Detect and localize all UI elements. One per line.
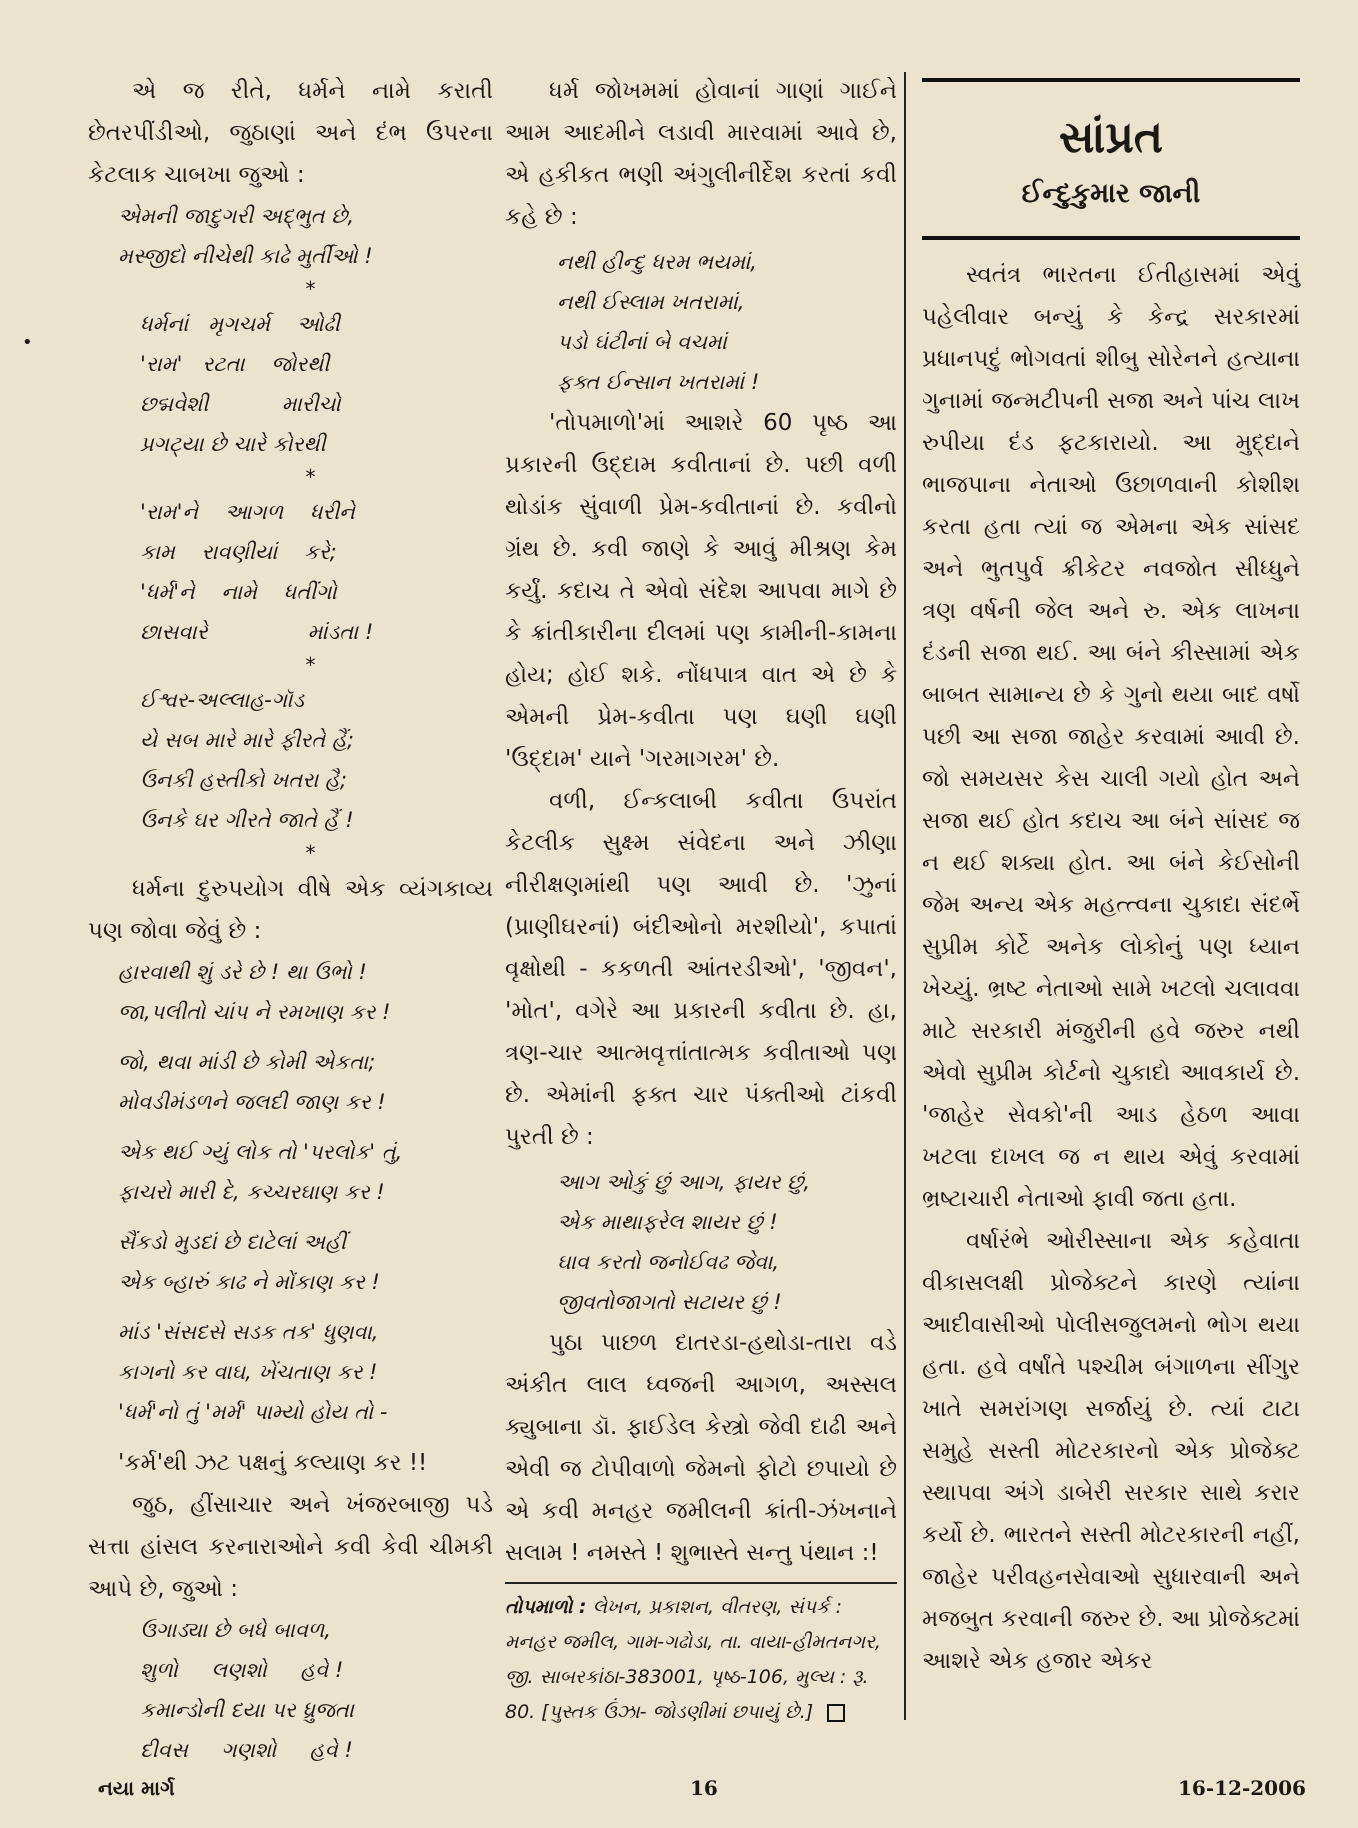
end-square-icon <box>827 1704 845 1722</box>
verse-line: ઉગાડ્યા છે બધે બાવળ, <box>140 1618 331 1642</box>
verse-line: ઉનકી હસ્તીકો ખતરા હૈ; <box>140 768 347 792</box>
book-details: લેખન, પ્રકાશન, વીતરણ, સંપર્ક : મનહર જમીલ, ગામ-ગઢોડા, તા. વાયા-હીમતનગર, જી. સાબરકાંઠા-383001, પૃષ્ઠ-106, મુલ્ય : રૂ. 80. [પુસ્તક ઉંઝા- જોડણીમાં છપાયું છે.] <box>505 1596 881 1723</box>
verse-5 <box>88 952 493 1484</box>
verse-6 <box>88 1610 493 1770</box>
verse-line: પડો ઘંટીનાં બે વચમાં <box>557 330 727 354</box>
verse-line: મોવડીમંડળને જલદી જાણ કર ! <box>118 1090 386 1114</box>
verse-line: ફક્ત ઈન્સાન ખતરામાં ! <box>557 370 760 394</box>
paragraph: જુઠ, હીંસાચાર અને ખંજરબાજી પડે સત્તા હાંસલ કરનારાઓને કવી કેવી ચીમકી આપે છે, જુઓ : <box>88 1492 493 1602</box>
verse-line: ફાચરો મારી દે, કચ્ચરઘાણ કર ! <box>118 1180 385 1204</box>
paragraph: વર્ષારંભે ઓરીસ્સાના એક કહેવાતા વીકાસલક્ષી પ્રોજેક્ટને કારણે ત્યાંના આદીવાસીઓ પોલીસજુલમનો ભોગ થયા હતા. હવે વર્ષાંતે પશ્ચીમ બંગાળના સીંગુર ખાતે સમરાંગણ સર્જાયું છે. ત્યાં ટાટા સમુહે સસ્તી મોટરકારનો એક પ્રોજેક્ટ સ્થાપવા અંગે ડાબેરી સરકાર સાથે કરાર કર્યો છે. ભારતને સસ્તી મોટરકારની નહીં, જાહેર પરીવહનસેવાઓ સુધારવાની અને મજબુત કરવાની જરુર છે. આ પ્રોજેક્ટમાં આશરે એક હજાર એકર <box>922 1228 1300 1674</box>
verse-line: ઉનકે ઘર ગીરતે જાતે હૈં ! <box>140 808 354 832</box>
column-2 <box>505 70 897 1730</box>
verse-line: જીવતોજાગતો સટાયર છું ! <box>557 1290 782 1314</box>
issue-date: 16-12-2006 <box>1178 1776 1306 1800</box>
paragraph: ધર્મના દુરુપયોગ વીષે એક વ્યંગકાવ્ય પણ જોવા જેવું છે : <box>88 876 493 944</box>
verse-line: 'ધર્મ'ને નામે ધતીંગો <box>140 580 337 604</box>
paragraph: 'તોપમાળો'માં આશરે 60 પૃષ્ઠ આ પ્રકારની ઉદ્દામ કવીતાનાં છે. પછી વળી થોડાંક સુંવાળી પ્રેમ-કવીતાનાં છે. કવીનો ગ્રંથ છે. કવી જાણે કે આવું મીશ્રણ કેમ કર્યું. કદાચ તે એવો સંદેશ આપવા માગે છે કે ક્રાંતીકારીના દીલમાં પણ કામીની-કામના હોય; હોઈ શકે. નોંધપાત્ર વાત એ છે કે એમની પ્રેમ-કવીતા પણ ઘણી ઘણી 'ઉદ્દામ' યાને 'ગરમાગરમ' છે. <box>505 410 897 772</box>
verse-line: છાસવારે માંડતા ! <box>140 620 374 644</box>
verse-line: 'રામ'ને આગળ ધરીને <box>140 500 355 524</box>
verse-line: 'ધર્મ'નો તું 'મર્મ' પામ્યો હોય તો - <box>118 1400 388 1424</box>
verse-line: નથી હીન્દુ ધરમ ભયમાં, <box>557 250 757 274</box>
verse-line: ઈશ્વર-અલ્લાહ-ગૉડ <box>140 688 305 712</box>
verse-line: શુળો લણશો હવે ! <box>140 1658 344 1682</box>
author-name: ઈન્દુકુમાર જાની <box>1021 178 1201 209</box>
star-separator: * <box>305 277 316 301</box>
verse-line: નથી ઈસ્લામ ખતરામાં, <box>557 290 745 314</box>
verse-2 <box>505 1162 897 1322</box>
section-title: સાંપ્રત <box>1058 112 1164 163</box>
verse-line: આગ ઓકું છું આગ, ફાયર છું, <box>557 1170 811 1194</box>
verse-line: કમાન્ડોની દયા પર ધ્રુજતા <box>140 1698 354 1722</box>
paragraph: ધર્મ જોખમમાં હોવાનાં ગાણાં ગાઈને આમ આદમીને લડાવી મારવામાં આવે છે, એ હકીકત ભણી અંગુલીનીર્દેશ કરતાં કવી કહે છે : <box>505 78 897 230</box>
top-rule <box>922 78 1300 82</box>
verse-line: માંડ 'સંસદસે સડક તક' ધુણવા, <box>118 1320 379 1344</box>
star-separator: * <box>305 465 316 489</box>
paragraph: સ્વતંત્ર ભારતના ઈતીહાસમાં એવું પહેલીવાર બન્યું કે કેન્દ્ર સરકારમાં પ્રધાનપદું ભોગવતાં શીબુ સોરેનને હત્યાના ગુનામાં જન્મટીપની સજા અને પાંચ લાખ રુપીયા દંડ ફટકારાયો. આ મુદ્દાને ભાજપાના નેતાઓ ઉછાળવાની કોશીશ કરતા હતા ત્યાં જ એમના એક સાંસદ અને ભુતપુર્વ ક્રીકેટર નવજોત સીધ્ધુને ત્રણ વર્ષની જેલ અને રુ. એક લાખના દંડની સજા થઈ. આ બંને કીસ્સામાં એક બાબત સામાન્ય છે કે ગુનો થયા બાદ વર્ષો પછી આ સજા જાહેર કરવામાં આવી છે. જો સમયસર કેસ ચાલી ગયો હોત અને સજા થઈ હોત કદાચ આ બંને સાંસદ જ ન થઈ શક્યા હોત. આ બંને કેઈસોની જેમ અન્ય એક મહત્ત્વના ચુકાદા સંદર્ભે સુપ્રીમ કોર્ટે અનેક લોકોનું પણ ધ્યાન ખેચ્યું. ભ્રષ્ટ નેતાઓ સામે ખટલો ચલાવવા માટે સરકારી મંજુરીની હવે જરુર નથી એવો સુપ્રીમ કોર્ટનો ચુકાદો આવકાર્ય છે. 'જાહેર સેવકો'ની આડ હેઠળ આવા ખટલા દાખલ જ ન થાય એવું કરવામાં ભ્રષ્ટાચારી નેતાઓ ફાવી જતા હતા. <box>922 262 1300 1212</box>
verse-line: એક માથાફરેલ શાયર છું ! <box>557 1210 778 1234</box>
verse-line: હારવાથી શું ડરે છે ! થા ઉભો ! <box>118 960 367 984</box>
verse-4 <box>88 680 493 840</box>
column-1 <box>88 70 493 1770</box>
verse-line: દીવસ ગણશો હવે ! <box>140 1738 353 1762</box>
page-number: 16 <box>690 1776 718 1800</box>
verse-line: જા,પલીતો ચાંપ ને રમખાણ કર ! <box>118 1000 391 1024</box>
verse-line: કાગનો કર વાઘ, ખેંચતાણ કર ! <box>118 1360 378 1384</box>
verse-line: કામ રાવણીયાં કરે; <box>140 540 337 564</box>
book-info-note <box>505 1582 897 1730</box>
verse-2 <box>88 304 493 464</box>
verse-3 <box>88 492 493 652</box>
star-separator: * <box>305 653 316 677</box>
verse-1 <box>88 196 493 276</box>
verse-line: એમની જાદુગરી અદ્ભુત છે, <box>118 204 355 228</box>
verse-line: સૈંકડો મુડદાં છે દાટેલાં અહીં <box>118 1230 347 1254</box>
verse-line: મસ્જીદો નીચેથી કાઢે મુર્તીઓ ! <box>118 244 373 268</box>
paragraph: પુઠા પાછળ દાતરડા-હથોડા-તારા વડે અંકીત લાલ ધ્વજની આગળ, અસ્સલ ક્યુબાના ડૉ. ફાઈડેલ કેસ્ત્રો જેવી દાઢી અને એવી જ ટોપીવાળો જેમનો ફોટો છપાયો છે એ કવી મનહર જમીલની ક્રાંતી-ઝંખનાને સલામ ! નમસ્તે ! શુભાસ્તે સન્તુ પંથાન :! <box>505 1330 897 1566</box>
magazine-name: નયા માર્ગ <box>98 1776 175 1800</box>
verse-line: 'કર્મ'થી ઝટ પક્ષનું કલ્યાણ કર !! <box>118 1450 428 1476</box>
intro-paragraph: એ જ રીતે, ધર્મને નામે કરાતી છેતરપીંડીઓ, જુઠાણાં અને દંભ ઉપરના કેટલાક ચાબખા જુઓ : <box>88 78 493 188</box>
header-rule <box>922 236 1300 240</box>
verse-line: છદ્મવેશી મારીચો <box>140 392 341 416</box>
star-separator: * <box>305 841 316 865</box>
column-divider <box>904 72 906 1720</box>
verse-line: ઘાવ કરતો જનોઈવઢ જેવા, <box>557 1250 780 1274</box>
margin-dot: • <box>22 332 33 353</box>
verse-line: યે સબ મારે મારે ફીરતે હૈં; <box>140 728 354 752</box>
book-title: તોપમાળો : <box>505 1596 587 1618</box>
verse-1 <box>505 242 897 402</box>
verse-line: પ્રગટ્યા છે ચારે કોરથી <box>140 432 326 456</box>
paragraph: વળી, ઈન્કલાબી કવીતા ઉપરાંત કેટલીક સુક્ષ્મ સંવેદના અને ઝીણા નીરીક્ષણમાંથી પણ આવી છે. 'ઝુનાં (પ્રાણીઘરનાં) બંદીઓનો મરશીયો', કપાતાં વૃક્ષોથી - કકળતી આંતરડીઓ', 'જીવન', 'મોત', વગેરે આ પ્રકારની કવીતા છે. હા, ત્રણ-ચાર આત્મવૃત્તાંતાત્મક કવીતાઓ પણ છે. એમાંની ફક્ત ચાર પંક્તીઓ ટાંકવી પુરતી છે : <box>505 788 897 1150</box>
column-3 <box>922 70 1300 1682</box>
verse-line: જો, થવા માંડી છે કોમી એકતા; <box>118 1050 376 1074</box>
verse-line: 'રામ' રટતા જોરથી <box>140 352 330 376</box>
verse-line: ધર્મનાં મૃગચર્મ ઓઢી <box>140 312 340 336</box>
verse-line: એક બ્હારું કાઢ ને મોંકાણ કર ! <box>118 1270 380 1294</box>
verse-line: એક થઈ ગ્યું લોક તો 'પરલોક' તું, <box>118 1140 403 1164</box>
